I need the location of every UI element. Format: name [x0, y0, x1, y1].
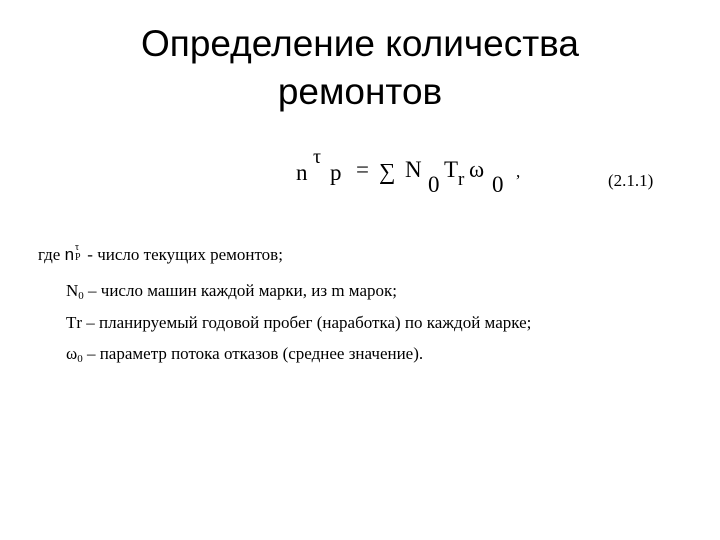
- definition-text: - число текущих ремонтов;: [83, 245, 283, 264]
- formula-N-subscript: 0: [428, 172, 440, 197]
- definition-symbol: Тr: [66, 313, 83, 332]
- title-line-2: ремонтов: [277, 71, 443, 112]
- formula-comma: ,: [516, 162, 521, 181]
- definition-sub-sup: [74, 242, 83, 263]
- definition-prefix: где: [38, 245, 65, 264]
- definition-subscript: 0: [77, 353, 83, 365]
- definition-symbol: N: [66, 281, 79, 300]
- formula-n: n: [296, 160, 308, 185]
- definition-Tr: [66, 313, 531, 333]
- formula-sum-symbol: ∑: [379, 159, 396, 184]
- equation-number: (2.1.1): [608, 171, 654, 190]
- formula-T-subscript: r: [458, 169, 465, 190]
- definition-subscript: P: [75, 252, 81, 263]
- definition-symbol: n: [64, 245, 75, 264]
- definition-text: – число машин каждой марки, из m марок;: [83, 281, 397, 300]
- definition-symbol: ω: [66, 344, 78, 363]
- formula-omega: ω: [469, 157, 485, 182]
- definition-n-tau-p: [38, 242, 283, 265]
- formula-N: N: [405, 157, 422, 182]
- formula-omega-subscript: 0: [492, 172, 504, 197]
- title-line-1: Определение количества: [141, 23, 579, 64]
- formula-tau-superscript: τ: [313, 146, 322, 168]
- definition-N0: [66, 281, 397, 306]
- definition-text: – параметр потока отказов (среднее значение).: [82, 344, 424, 363]
- formula-p-subscript: p: [330, 160, 342, 185]
- definition-superscript: τ: [75, 242, 80, 253]
- definition-text: – планируемый годовой пробег (наработка) по каждой марке;: [82, 313, 532, 332]
- definition-subscript: 0: [78, 290, 84, 302]
- formula-T: T: [444, 157, 459, 182]
- formula-equals: =: [356, 157, 369, 182]
- definition-omega0: [66, 344, 423, 369]
